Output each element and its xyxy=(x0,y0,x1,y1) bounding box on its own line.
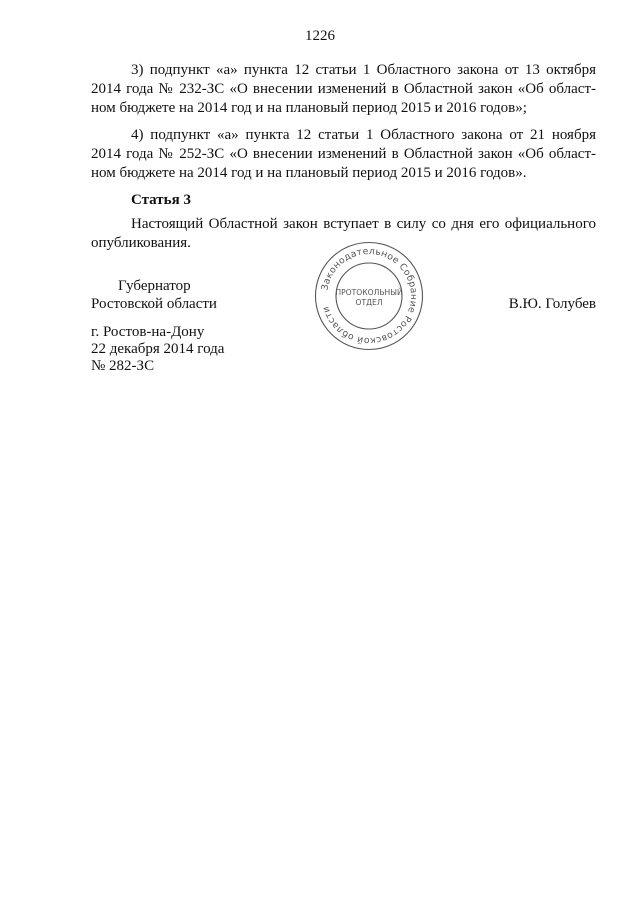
seal-ring-textpath: Законодательное Собрание Ростовской области xyxy=(319,245,420,347)
paragraph-item-3 xyxy=(91,61,596,118)
text-line: 4) подпункт «а» пункта 12 статьи 1 Областного закона от 21 ноября xyxy=(131,127,596,143)
document-number: № 282-ЗС xyxy=(91,358,155,374)
paragraph-item-4 xyxy=(91,126,596,183)
text-line: ном бюджете на 2014 год и на плановый период 2015 и 2016 годов»; xyxy=(91,100,527,116)
text-line: 2014 года № 252-ЗС «О внесении изменений в Областной закон «Об област- xyxy=(91,146,596,162)
text-line: ном бюджете на 2014 год и на плановый период 2015 и 2016 годов». xyxy=(91,165,527,181)
seal-center-line1: ПРОТОКОЛЬНЫЙ xyxy=(335,288,403,297)
document-body xyxy=(91,61,596,261)
place-city: г. Ростов-на-Дону xyxy=(91,324,205,340)
text-line: Настоящий Областной закон вступает в силу со дня его официального xyxy=(131,216,596,232)
seal-center-line2: ОТДЕЛ xyxy=(355,298,383,307)
signatory-title-line2: Ростовской области xyxy=(91,296,217,312)
article-heading: Статья 3 xyxy=(131,192,191,208)
document-date: 22 декабря 2014 года xyxy=(91,341,225,357)
text-line: 2014 года № 232-ЗС «О внесении изменений в Областной закон «Об област- xyxy=(91,81,596,97)
page-number: 1226 xyxy=(305,28,335,44)
text-line: 3) подпункт «а» пункта 12 статьи 1 Областного закона от 13 октября xyxy=(131,62,596,78)
place-date-block xyxy=(91,324,224,375)
text-line: опубликования. xyxy=(91,235,191,251)
signatory-name: В.Ю. Голубев xyxy=(508,296,596,312)
official-seal-icon xyxy=(313,240,425,352)
signatory-title-line1: Губернатор xyxy=(118,278,191,294)
